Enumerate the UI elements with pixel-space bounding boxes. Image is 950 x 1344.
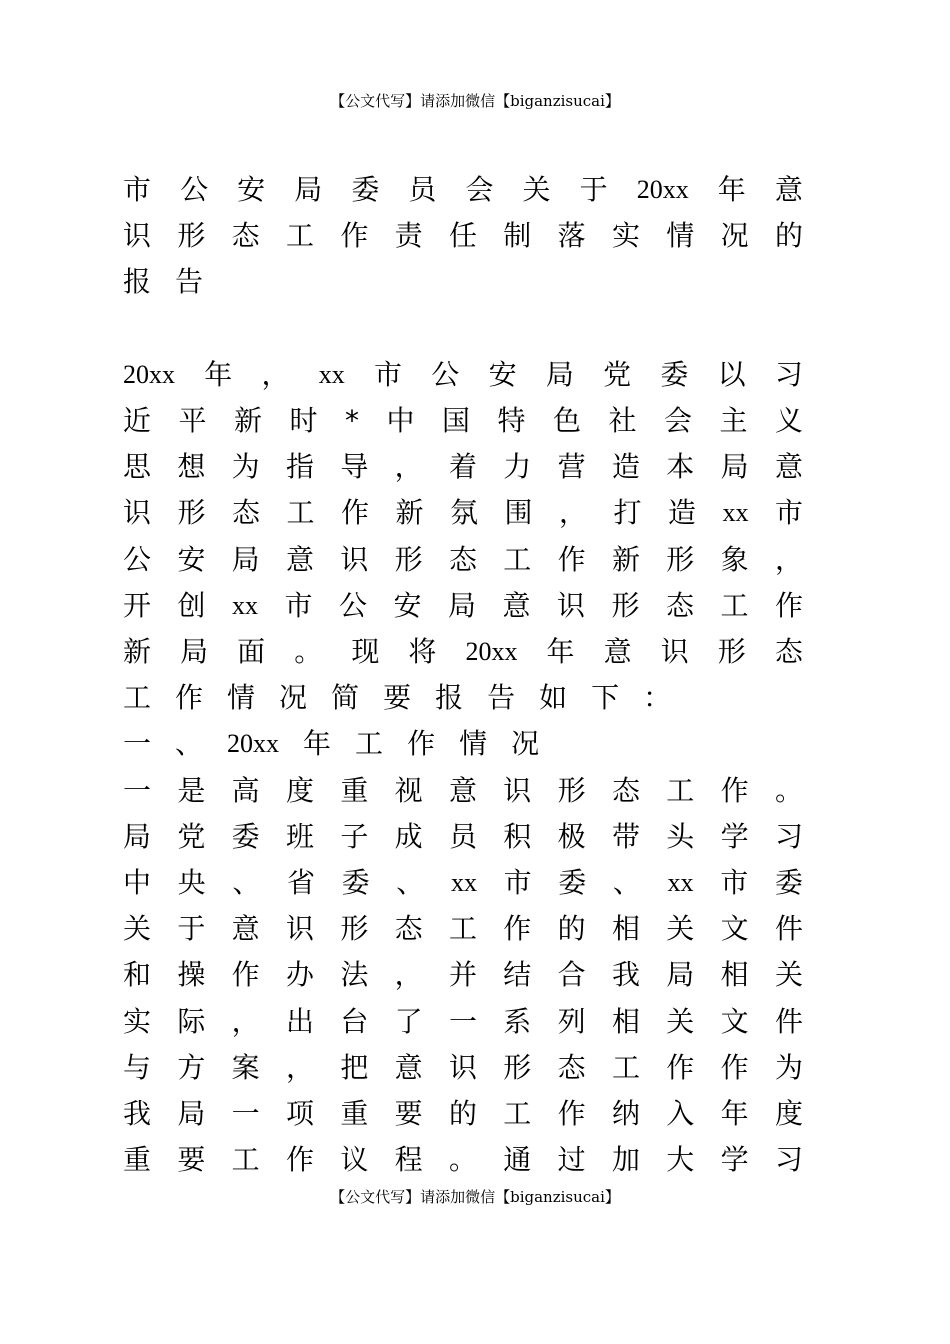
glyph: 列: [557, 1005, 586, 1038]
glyph: 是: [177, 774, 206, 807]
glyph: 局: [180, 635, 209, 668]
glyph: 议: [340, 1143, 369, 1176]
glyph: 度: [774, 1097, 803, 1130]
glyph: 大: [666, 1143, 695, 1176]
glyph: 委: [774, 866, 803, 899]
glyph: xx: [722, 498, 749, 527]
glyph: ，: [231, 1005, 260, 1038]
glyph: 工: [720, 589, 749, 622]
glyph: xx: [232, 591, 258, 620]
glyph: 制: [503, 219, 532, 252]
glyph: 工: [503, 1097, 532, 1130]
glyph: 工: [448, 912, 477, 945]
glyph: 。: [294, 635, 323, 668]
body-line: [123, 1048, 803, 1088]
glyph: 我: [123, 1097, 152, 1130]
glyph: 相: [611, 912, 640, 945]
glyph: 相: [720, 958, 749, 991]
glyph: 作: [557, 1097, 586, 1130]
glyph: 识: [340, 543, 369, 576]
glyph: 况: [720, 219, 749, 252]
glyph: 想: [177, 450, 206, 483]
glyph: 识: [123, 496, 152, 529]
glyph: 与: [123, 1051, 152, 1084]
glyph: ，: [774, 543, 803, 576]
glyph: 社: [608, 404, 637, 437]
glyph: 一: [123, 774, 152, 807]
glyph: 我: [611, 958, 640, 991]
glyph: 作: [666, 1051, 695, 1084]
body-line: [123, 586, 803, 626]
glyph: 态: [611, 774, 640, 807]
glyph: 带: [611, 820, 640, 853]
glyph: 工: [123, 681, 152, 714]
glyph: xx: [318, 360, 345, 389]
glyph: ，: [394, 450, 423, 483]
glyph: 央: [177, 866, 206, 899]
glyph: 中: [386, 404, 415, 437]
glyph: 意: [285, 543, 314, 576]
glyph: 形: [611, 589, 640, 622]
glyph: 局: [545, 358, 574, 391]
glyph: 件: [774, 912, 803, 945]
glyph: 围: [504, 496, 533, 529]
body-line: [123, 955, 803, 995]
glyph: 办: [285, 958, 314, 991]
glyph: 工: [666, 774, 695, 807]
glyph: 指: [285, 450, 314, 483]
glyph: 市: [284, 589, 313, 622]
glyph: 本: [666, 450, 695, 483]
glyph: 委: [558, 866, 587, 899]
glyph: 意: [774, 450, 803, 483]
glyph: 合: [557, 958, 586, 991]
body-line: [123, 863, 803, 903]
glyph: 安: [393, 589, 422, 622]
section-heading: [123, 724, 803, 764]
glyph: 年: [204, 358, 233, 391]
glyph: 20xx: [227, 729, 280, 758]
glyph: 将: [408, 635, 437, 668]
glyph: 新: [234, 404, 263, 437]
glyph: 为: [231, 450, 260, 483]
glyph: ：: [643, 681, 672, 714]
glyph: 作: [407, 727, 436, 760]
glyph: 现: [351, 635, 380, 668]
glyph: 形: [340, 912, 369, 945]
glyph: 造: [611, 450, 640, 483]
glyph: 纳: [611, 1097, 640, 1130]
glyph: 际: [177, 1005, 206, 1038]
glyph: 态: [665, 589, 694, 622]
glyph: 学: [720, 1143, 749, 1176]
glyph: 意: [394, 1051, 423, 1084]
glyph: 创: [177, 589, 206, 622]
glyph: 态: [394, 912, 423, 945]
glyph: 重: [340, 774, 369, 807]
glyph: 操: [177, 958, 206, 991]
glyph: 项: [285, 1097, 314, 1130]
glyph: 高: [231, 774, 260, 807]
glyph: 关: [666, 1005, 695, 1038]
glyph: 积: [503, 820, 532, 853]
glyph: 入: [666, 1097, 695, 1130]
glyph: 、: [175, 727, 204, 760]
glyph: 时: [289, 404, 318, 437]
glyph: 任: [448, 219, 477, 252]
glyph: 态: [231, 219, 260, 252]
glyph: 作: [341, 496, 370, 529]
body-line: [123, 909, 803, 949]
glyph: 如: [539, 681, 568, 714]
glyph: 实: [123, 1005, 152, 1038]
body-line: [123, 632, 803, 672]
glyph: 平: [178, 404, 207, 437]
glyph: 的: [448, 1097, 477, 1130]
glyph: 打: [613, 496, 642, 529]
glyph: 告: [487, 681, 516, 714]
glyph: 度: [285, 774, 314, 807]
glyph: 力: [503, 450, 532, 483]
glyph: 局: [123, 820, 152, 853]
glyph: 作: [720, 774, 749, 807]
glyph: 局: [447, 589, 476, 622]
glyph: 、: [396, 866, 425, 899]
title-line: [123, 170, 803, 210]
glyph: ，: [394, 958, 423, 991]
glyph: 识: [123, 219, 152, 252]
glyph: 意: [774, 173, 803, 206]
glyph: 工: [611, 1051, 640, 1084]
glyph: 工: [503, 543, 532, 576]
glyph: 的: [557, 912, 586, 945]
glyph: 形: [666, 543, 695, 576]
glyph: 市: [774, 496, 803, 529]
glyph: 于: [177, 912, 206, 945]
glyph: 情: [227, 681, 256, 714]
glyph: 意: [448, 774, 477, 807]
footer-watermark-note: 【公文代写】请添加微信【biganzisucai】: [330, 1188, 620, 1206]
glyph: 态: [232, 496, 261, 529]
glyph: 义: [774, 404, 803, 437]
glyph: 市: [503, 866, 532, 899]
glyph: 作: [175, 681, 204, 714]
body-line: [123, 540, 803, 580]
glyph: 通: [503, 1143, 532, 1176]
glyph: 视: [394, 774, 423, 807]
glyph: 委: [231, 820, 260, 853]
glyph: 局: [177, 1097, 206, 1130]
glyph: 为: [774, 1051, 803, 1084]
glyph: 一: [123, 727, 152, 760]
glyph: 把: [340, 1051, 369, 1084]
glyph: 思: [123, 450, 152, 483]
glyph: 意: [231, 912, 260, 945]
glyph: 员: [408, 173, 437, 206]
glyph: 公: [431, 358, 460, 391]
glyph: 局: [720, 450, 749, 483]
glyph: 市: [374, 358, 403, 391]
glyph: 委: [341, 866, 370, 899]
glyph: 台: [340, 1005, 369, 1038]
glyph: 和: [123, 958, 152, 991]
glyph: 公: [180, 173, 209, 206]
glyph: 形: [717, 635, 746, 668]
glyph: xx: [450, 868, 477, 897]
glyph: 工: [231, 1143, 260, 1176]
glyph: 色: [552, 404, 581, 437]
glyph: 党: [177, 820, 206, 853]
glyph: 公: [338, 589, 367, 622]
glyph: 近: [123, 404, 152, 437]
glyph: 态: [557, 1051, 586, 1084]
glyph: 20xx: [465, 637, 518, 666]
glyph: 市: [720, 866, 749, 899]
glyph: 员: [448, 820, 477, 853]
glyph: 头: [666, 820, 695, 853]
glyph: 年: [720, 1097, 749, 1130]
glyph: 了: [394, 1005, 423, 1038]
body-line: [123, 493, 803, 533]
glyph: 党: [603, 358, 632, 391]
glyph: 安: [488, 358, 517, 391]
glyph: 着: [448, 450, 477, 483]
glyph: 形: [177, 219, 206, 252]
glyph: 要: [394, 1097, 423, 1130]
glyph: 公: [123, 543, 152, 576]
glyph: 国: [441, 404, 470, 437]
glyph: 、: [232, 866, 261, 899]
glyph: 作: [231, 958, 260, 991]
glyph: 并: [448, 958, 477, 991]
glyph: 态: [448, 543, 477, 576]
body-line: [123, 771, 803, 811]
glyph: 识: [556, 589, 585, 622]
glyph: 加: [611, 1143, 640, 1176]
glyph: 。: [774, 774, 803, 807]
glyph: xx: [667, 868, 694, 897]
glyph: 相: [611, 1005, 640, 1038]
glyph: 氛: [450, 496, 479, 529]
glyph: 20xx: [636, 175, 689, 204]
glyph: 形: [394, 543, 423, 576]
glyph: 意: [502, 589, 531, 622]
body-line: [123, 355, 803, 395]
glyph: 委: [351, 173, 380, 206]
glyph: 作: [557, 543, 586, 576]
glyph: 年: [546, 635, 575, 668]
glyph: 识: [448, 1051, 477, 1084]
glyph: 要: [177, 1143, 206, 1176]
glyph: 形: [503, 1051, 532, 1084]
glyph: 、: [612, 866, 641, 899]
glyph: 关: [774, 958, 803, 991]
body-line: [123, 1140, 803, 1180]
glyph: 情: [666, 219, 695, 252]
glyph: 简: [331, 681, 360, 714]
glyph: 责: [394, 219, 423, 252]
glyph: 作: [774, 589, 803, 622]
glyph: 安: [237, 173, 266, 206]
glyph: 识: [285, 912, 314, 945]
glyph: 系: [503, 1005, 532, 1038]
glyph: 要: [383, 681, 412, 714]
glyph: ，: [261, 358, 290, 391]
glyph: 件: [774, 1005, 803, 1038]
title-line: [123, 216, 803, 256]
glyph: 识: [503, 774, 532, 807]
glyph: 关: [522, 173, 551, 206]
glyph: 工: [355, 727, 384, 760]
glyph: 关: [666, 912, 695, 945]
glyph: 结: [503, 958, 532, 991]
glyph: 中: [123, 866, 152, 899]
glyph: 市: [123, 173, 152, 206]
glyph: 落: [557, 219, 586, 252]
glyph: 省: [286, 866, 315, 899]
glyph: 作: [503, 912, 532, 945]
glyph: 象: [720, 543, 749, 576]
glyph: 营: [557, 450, 586, 483]
body-line: [123, 1094, 803, 1134]
glyph: 程: [394, 1143, 423, 1176]
header-watermark-note: 【公文代写】请添加微信【biganzisucai】: [330, 92, 620, 110]
glyph: 面: [237, 635, 266, 668]
glyph: 识: [660, 635, 689, 668]
glyph: 作: [720, 1051, 749, 1084]
body-line: [123, 678, 803, 718]
glyph: 习: [774, 1143, 803, 1176]
body-line: [123, 401, 803, 441]
glyph: 案: [231, 1051, 260, 1084]
glyph: 形: [557, 774, 586, 807]
glyph: 学: [720, 820, 749, 853]
body-line: [123, 1002, 803, 1042]
glyph: 20xx: [123, 360, 175, 389]
glyph: 子: [340, 820, 369, 853]
glyph: 主: [719, 404, 748, 437]
glyph: 工: [285, 219, 314, 252]
glyph: 局: [294, 173, 323, 206]
glyph: 重: [340, 1097, 369, 1130]
glyph: 新: [395, 496, 424, 529]
glyph: 会: [465, 173, 494, 206]
glyph: 文: [720, 1005, 749, 1038]
glyph: 法: [340, 958, 369, 991]
glyph: 新: [123, 635, 152, 668]
glyph: ，: [285, 1051, 314, 1084]
glyph: 造: [668, 496, 697, 529]
glyph: 班: [285, 820, 314, 853]
glyph: 于: [579, 173, 608, 206]
glyph: 过: [557, 1143, 586, 1176]
glyph: 年: [717, 173, 746, 206]
glyph: 态: [774, 635, 803, 668]
glyph: 出: [285, 1005, 314, 1038]
glyph: *: [345, 404, 359, 437]
glyph: 局: [666, 958, 695, 991]
glyph: 文: [720, 912, 749, 945]
glyph: 下: [591, 681, 620, 714]
glyph: 会: [663, 404, 692, 437]
glyph: 形: [177, 496, 206, 529]
glyph: 极: [557, 820, 586, 853]
glyph: 况: [279, 681, 308, 714]
glyph: 开: [123, 589, 152, 622]
glyph: 报: [123, 265, 152, 298]
glyph: 意: [603, 635, 632, 668]
glyph: 一: [231, 1097, 260, 1130]
title-line: [123, 262, 803, 302]
glyph: 况: [511, 727, 540, 760]
glyph: 委: [660, 358, 689, 391]
glyph: 特: [497, 404, 526, 437]
glyph: 工: [286, 496, 315, 529]
glyph: ，: [559, 496, 588, 529]
glyph: 报: [435, 681, 464, 714]
glyph: 实: [611, 219, 640, 252]
glyph: 习: [774, 358, 803, 391]
glyph: 作: [285, 1143, 314, 1176]
body-line: [123, 447, 803, 487]
glyph: 年: [303, 727, 332, 760]
glyph: 作: [340, 219, 369, 252]
glyph: 新: [611, 543, 640, 576]
glyph: 局: [231, 543, 260, 576]
glyph: 安: [177, 543, 206, 576]
glyph: 习: [774, 820, 803, 853]
glyph: 重: [123, 1143, 152, 1176]
glyph: 的: [774, 219, 803, 252]
glyph: 成: [394, 820, 423, 853]
glyph: 情: [459, 727, 488, 760]
glyph: 关: [123, 912, 152, 945]
body-line: [123, 817, 803, 857]
glyph: 方: [177, 1051, 206, 1084]
glyph: 。: [448, 1143, 477, 1176]
glyph: 告: [175, 265, 204, 298]
glyph: 导: [340, 450, 369, 483]
glyph: 以: [717, 358, 746, 391]
glyph: 一: [448, 1005, 477, 1038]
